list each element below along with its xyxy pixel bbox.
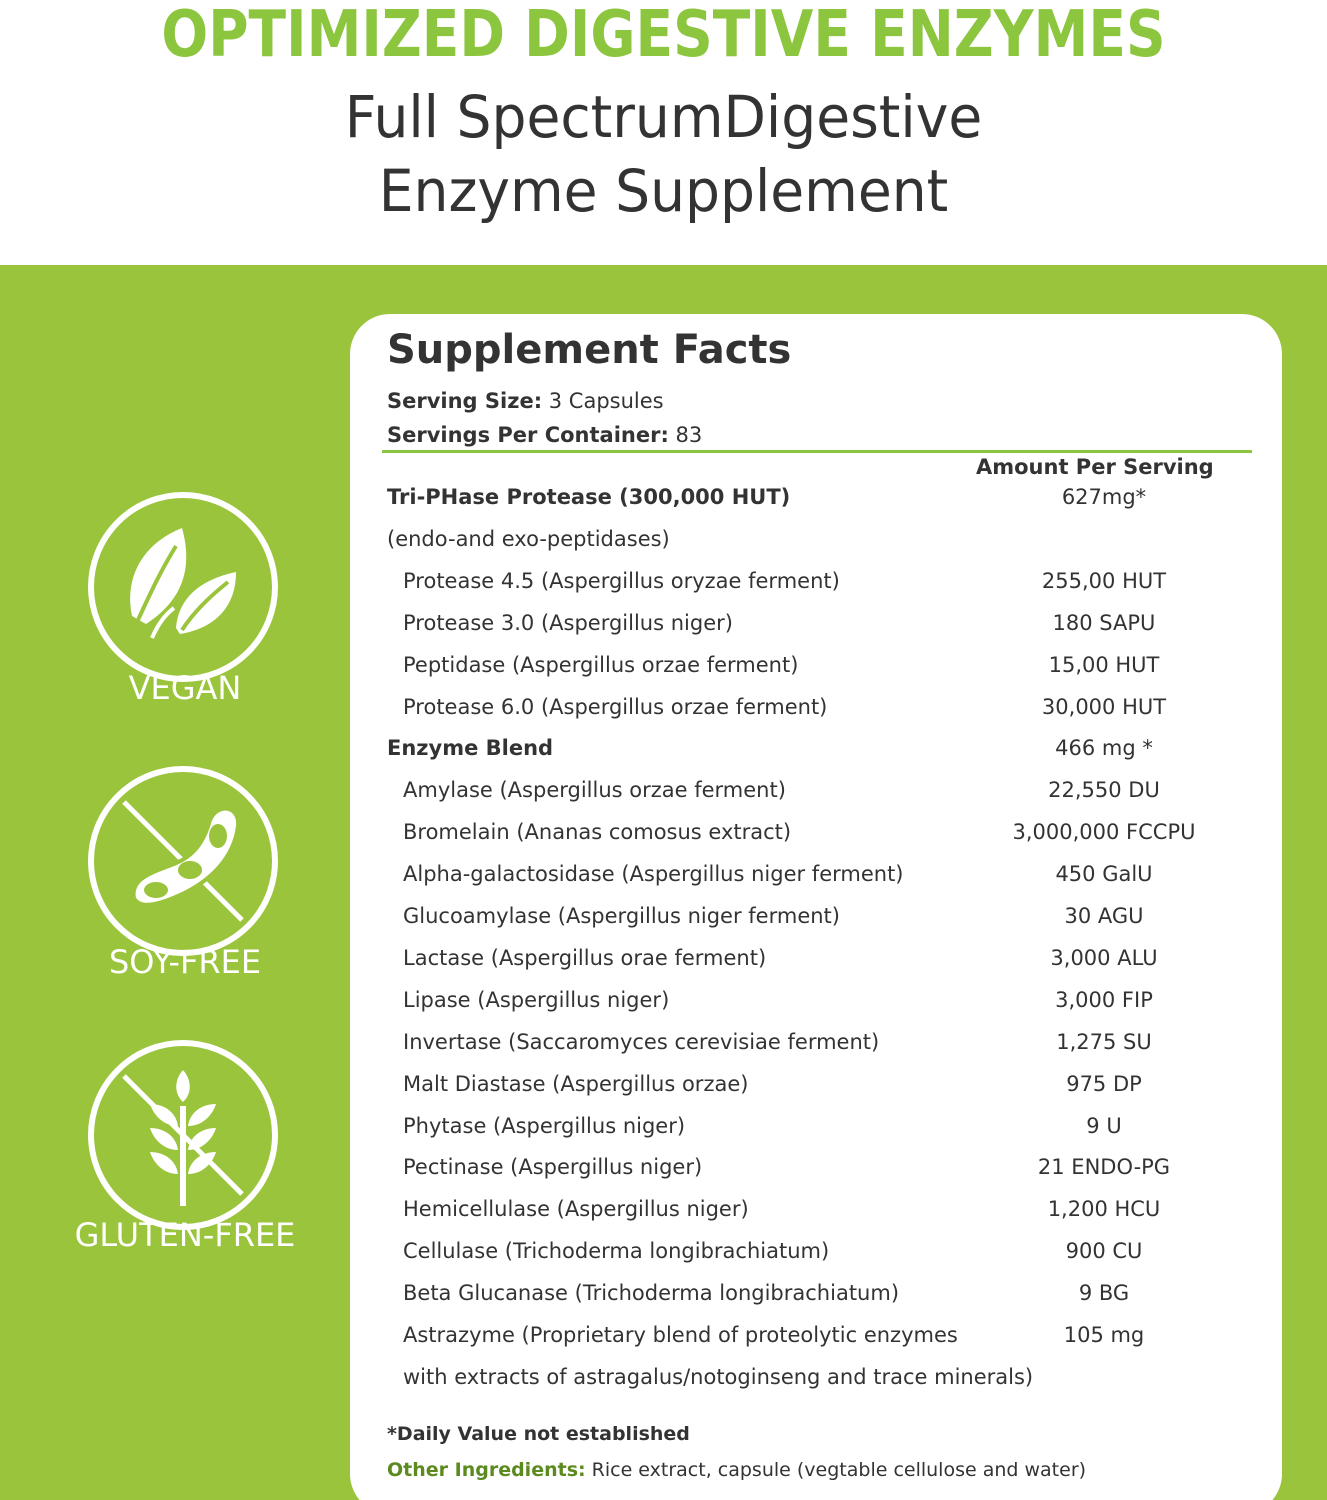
serving-size-label: Serving Size: [387,389,543,413]
ingredient-name: Lipase (Aspergillus niger) [403,987,670,1012]
facts-row [350,1236,1282,1278]
ingredient-amount: 30,000 HUT [1041,694,1167,719]
facts-row [350,1152,1282,1194]
facts-row [350,1194,1282,1236]
vegan-label: VEGAN [128,669,242,707]
ingredient-name: Hemicellulase (Aspergillus niger) [403,1197,749,1222]
ingredient-amount: 975 DP [1066,1071,1142,1096]
facts-row [350,692,1282,734]
serving-size-value: 3 Capsules [542,389,664,413]
soybean-crossed-icon [94,772,272,950]
ingredient-name: Glucoamylase (Aspergillus niger ferment) [403,904,840,928]
ingredient-amount: 1,200 HCU [1047,1197,1161,1222]
amount-per-serving-header: Amount Per Serving [976,455,1214,479]
ingredient-name: with extracts of astragalus/notoginseng and trace minerals) [403,1364,1034,1389]
ingredient-amount: 466 mg * [1055,736,1153,761]
facts-row [350,775,1282,817]
ingredient-amount: 180 SAPU [1052,610,1156,635]
ingredient-name: Protease 6.0 (Aspergillus orzae ferment) [403,694,828,719]
facts-row [350,1278,1282,1320]
ingredient-amount: 9 BG [1078,1281,1130,1306]
facts-row [350,901,1282,943]
ingredient-amount: 255,00 HUT [1041,568,1167,593]
facts-row [350,608,1282,650]
ingredient-name: Alpha-galactosidase (Aspergillus niger ferment) [403,862,904,887]
facts-row [350,733,1282,775]
facts-row [350,817,1282,859]
ingredient-amount: 1,275 SU [1056,1029,1152,1054]
ingredient-amount: 22,550 DU [1048,778,1160,803]
ingredient-amount: 21 ENDO-PG [1037,1155,1171,1180]
ingredient-amount: 900 CU [1065,1239,1143,1264]
subhead [33,80,1294,228]
facts-row [350,650,1282,692]
ingredient-amount: 9 U [1086,1113,1122,1138]
ingredient-amount: 3,000 FIP [1055,987,1153,1012]
serving-size [387,386,664,416]
gluten-free-label: GLUTEN-FREE [74,1216,296,1254]
ingredient-name: Invertase (Saccaromyces cerevisiae ferment) [403,1029,880,1054]
facts-row [350,1362,1282,1404]
servings-per-container [387,420,702,450]
ingredient-name: Protease 4.5 (Aspergillus oryzae ferment) [403,568,840,593]
ingredient-name: Cellulase (Trichoderma longibrachiatum) [403,1239,830,1264]
leaf-icon [94,498,272,676]
facts-row [350,1320,1282,1362]
ingredient-name: Malt Diastase (Aspergillus orzae) [403,1071,749,1096]
headline: OPTIMIZED DIGESTIVE ENZYMES [161,0,1166,72]
facts-row [350,985,1282,1027]
supplement-facts-card [350,314,1282,1500]
ingredient-amount: 30 AGU [1064,904,1144,928]
subhead-line-2: Enzyme Supplement [378,157,949,225]
facts-row [350,859,1282,901]
soy-free-badge [88,766,278,956]
facts-row [350,1027,1282,1069]
facts-title: Supplement Facts [387,327,792,373]
ingredient-name: Phytase (Aspergillus niger) [403,1113,686,1138]
ingredient-name: Lactase (Aspergillus orae ferment) [403,945,767,970]
ingredient-name: Bromelain (Ananas comosus extract) [403,820,792,845]
facts-row [350,1069,1282,1111]
daily-value-note: *Daily Value not established [387,1423,690,1445]
servings-value: 83 [668,423,703,447]
wheat-crossed-icon [94,1046,272,1224]
facts-row [350,524,1282,566]
ingredient-name: (endo-and exo-peptidases) [387,526,670,551]
ingredient-amount: 15,00 HUT [1048,652,1160,677]
soy-free-label: SOY-FREE [108,943,262,981]
servings-label: Servings Per Container: [387,423,669,447]
gluten-free-badge [88,1040,278,1230]
ingredient-name: Enzyme Blend [387,736,554,761]
ingredient-amount: 3,000,000 FCCPU [1012,820,1196,845]
ingredient-name: Amylase (Aspergillus orzae ferment) [403,778,786,803]
facts-row [350,566,1282,608]
ingredient-amount: 105 mg [1063,1323,1145,1347]
ingredient-name: Peptidase (Aspergillus orzae ferment) [403,652,799,677]
ingredient-amount: 3,000 ALU [1050,945,1158,970]
ingredient-name: Tri-PHase Protease (300,000 HUT) [387,485,791,509]
ingredient-name: Beta Glucanase (Trichoderma longibrachiatum) [403,1281,900,1306]
ingredient-amount: 450 GalU [1055,862,1153,887]
facts-row [350,1111,1282,1153]
ingredient-name: Astrazyme (Proprietary blend of proteolytic enzymes [403,1323,958,1347]
other-ingredients-label: Other Ingredients: [387,1459,586,1481]
ingredient-amount: 627mg* [1061,485,1147,509]
vegan-badge [88,492,278,682]
header [0,0,1327,265]
facts-row [350,943,1282,985]
facts-row [350,482,1282,524]
ingredient-name: Protease 3.0 (Aspergillus niger) [403,610,733,635]
subhead-line-1: Full SpectrumDigestive [344,83,983,151]
other-ingredients-value: Rice extract, capsule (vegtable cellulose and water) [585,1459,1087,1481]
ingredient-name: Pectinase (Aspergillus niger) [403,1155,703,1180]
other-ingredients [387,1456,1086,1484]
